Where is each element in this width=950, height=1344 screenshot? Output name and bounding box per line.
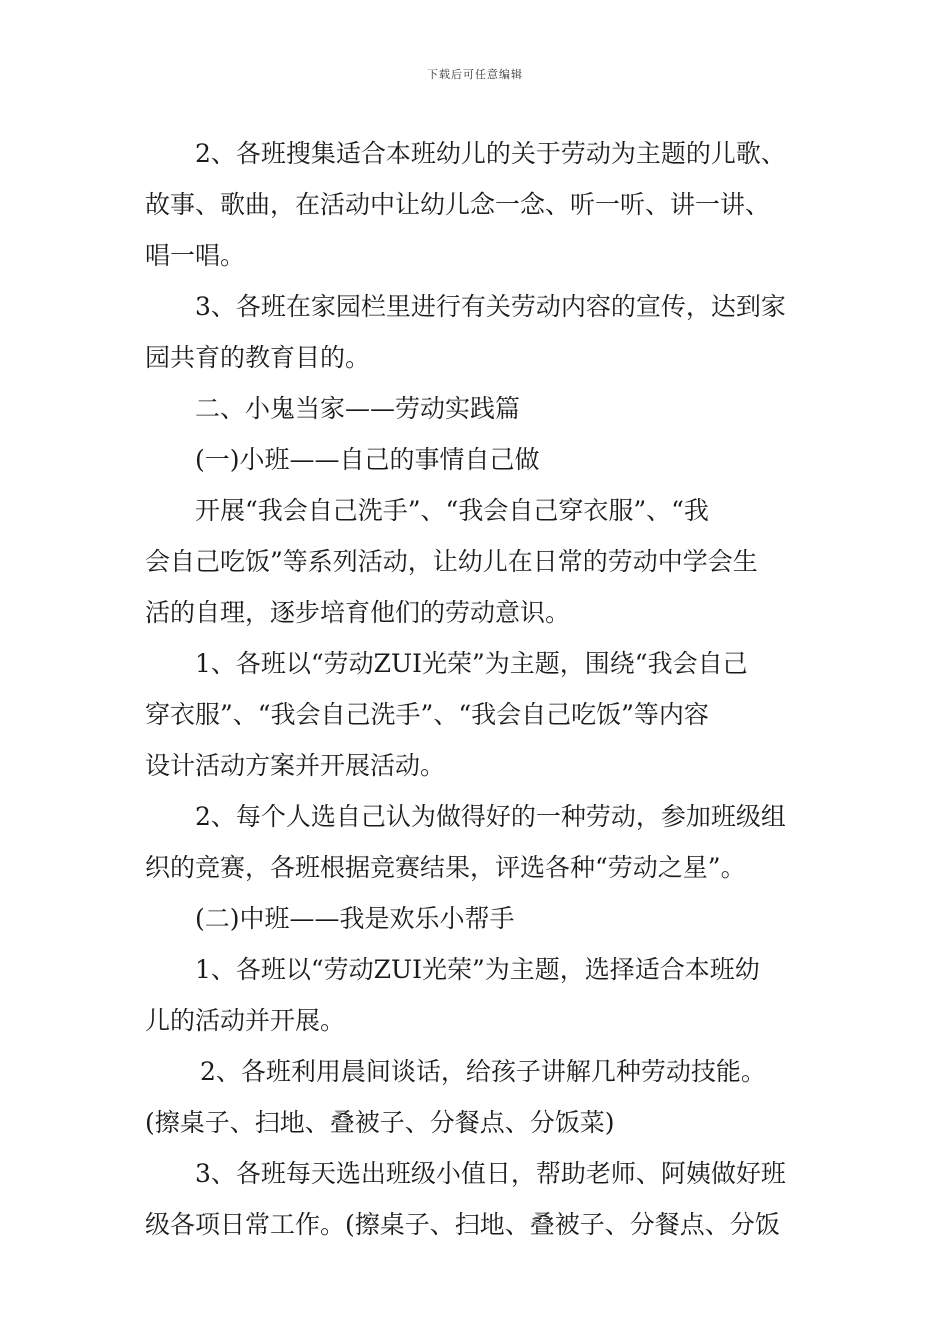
paragraph-line: 3、各班在家园栏里进行有关劳动内容的宣传，达到家 xyxy=(195,292,786,321)
subsection-heading: (二)中班——我是欢乐小帮手 xyxy=(195,904,515,933)
paragraph-line: 故事、歌曲，在活动中让幼儿念一念、听一听、讲一讲、 xyxy=(145,190,771,219)
paragraph-line: 织的竞赛，各班根据竞赛结果，评选各种“劳动之星”。 xyxy=(145,853,746,882)
paragraph-line: 活的自理，逐步培育他们的劳动意识。 xyxy=(145,598,571,627)
paragraph-line: 穿衣服”、“我会自己洗手”、“我会自己吃饭”等内容 xyxy=(145,700,709,729)
paragraph-line: 园共育的教育目的。 xyxy=(145,343,371,372)
header-note: 下载后可任意编辑 xyxy=(427,68,523,81)
paragraph-line: 1、各班以“劳动ZUI光荣”为主题，围绕“我会自己 xyxy=(195,649,748,678)
paragraph-line: (擦桌子、扫地、叠被子、分餐点、分饭菜) xyxy=(145,1108,615,1137)
paragraph-line: 唱一唱。 xyxy=(145,241,246,270)
paragraph-line: 儿的活动并开展。 xyxy=(145,1006,346,1035)
paragraph-line: 设计活动方案并开展活动。 xyxy=(145,751,446,780)
paragraph-line: 开展“我会自己洗手”、“我会自己穿衣服”、“我 xyxy=(195,496,709,525)
paragraph-line: 3、各班每天选出班级小值日，帮助老师、阿姨做好班 xyxy=(195,1159,786,1188)
paragraph-line: 2、各班利用晨间谈话，给孩子讲解几种劳动技能。 xyxy=(200,1057,766,1086)
paragraph-line: 2、每个人选自己认为做得好的一种劳动，参加班级组 xyxy=(195,802,786,831)
paragraph-line: 级各项日常工作。(擦桌子、扫地、叠被子、分餐点、分饭 xyxy=(145,1210,780,1239)
paragraph-line: 会自己吃饭”等系列活动，让幼儿在日常的劳动中学会生 xyxy=(145,547,758,576)
document-body xyxy=(145,128,810,1250)
paragraph-line: 1、各班以“劳动ZUI光荣”为主题，选择适合本班幼 xyxy=(195,955,760,984)
section-heading: 二、小鬼当家——劳动实践篇 xyxy=(195,394,521,423)
subsection-heading: (一)小班——自己的事情自己做 xyxy=(195,445,540,474)
paragraph-line: 2、各班搜集适合本班幼儿的关于劳动为主题的儿歌、 xyxy=(195,139,786,168)
